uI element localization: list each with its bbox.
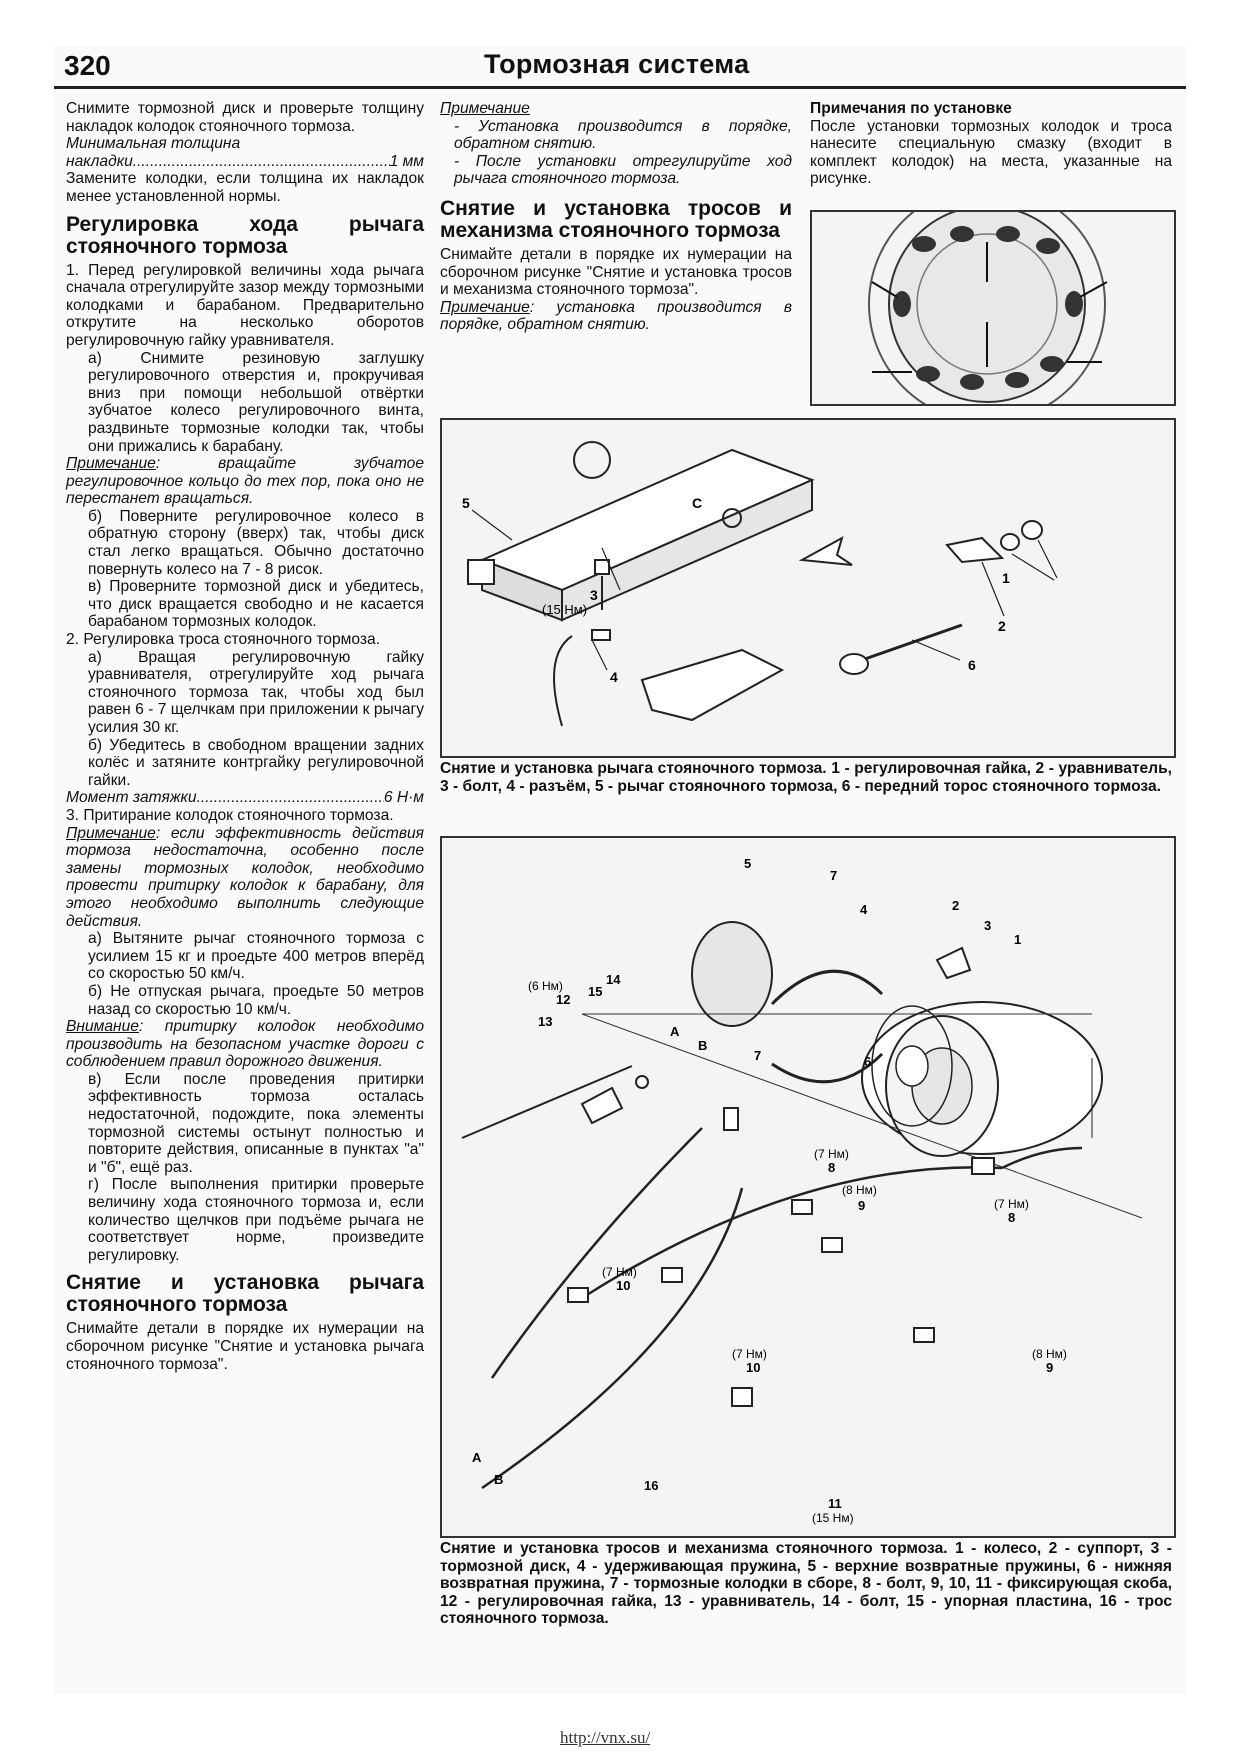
column-right bbox=[810, 100, 1172, 188]
fig2-label-7b: 7 bbox=[754, 1048, 762, 1063]
fig2-label-8b: 8 bbox=[1008, 1210, 1016, 1225]
fig1-label-3: 3 bbox=[590, 587, 598, 603]
fig2-label-10b: 10 bbox=[746, 1360, 761, 1375]
fig2-label-9b: 9 bbox=[1046, 1360, 1054, 1375]
step-1: 1. Перед регулировкой величины хода рычага сначала отрегулируйте зазор между тормозными колодками и барабаном. Предварительно открутите на несколько оборотов регулировочную гайку уравнивателя. bbox=[66, 261, 424, 349]
page-header bbox=[54, 46, 1186, 89]
fig2-torque-6: (6 Нм) bbox=[528, 979, 563, 993]
note-col2-b: - После установки отрегулируйте ход рычага стояночного тормоза. bbox=[454, 152, 792, 188]
note-col2-2-text: : установка производится в порядке, обратном снятию. bbox=[440, 298, 792, 334]
fig2-label-1: 1 bbox=[1014, 932, 1022, 947]
spec-label: Минимальная толщина bbox=[66, 135, 241, 153]
fig2-torque-7b: (7 Нм) bbox=[994, 1197, 1029, 1211]
fig2-label-7a: 7 bbox=[830, 868, 838, 883]
page-title: Тормозная система bbox=[484, 49, 750, 79]
warning-label: Внимание bbox=[66, 1018, 139, 1036]
replace-text: Замените колодки, если толщина их накладок менее установленной нормы. bbox=[66, 170, 424, 205]
note-1-label: Примечание bbox=[66, 455, 156, 473]
step-3a: а) Вытяните рычаг стояночного тормоза с усилием 15 кг и проедьте 400 метров вперёд со скоростью 50 км/ч. bbox=[88, 930, 424, 983]
fig2-label-a: A bbox=[670, 1024, 680, 1039]
fig2-label-6: 6 bbox=[864, 1054, 872, 1069]
note-col2-2-label: Примечание bbox=[440, 298, 530, 316]
step-3b: б) Не отпуская рычага, проедьте 50 метров назад со скоростью 10 км/ч. bbox=[88, 982, 424, 1018]
step-3d: г) После выполнения притирки проверьте величину хода стояночного тормоза и, если количество щелчков при подъёме рычага не соответствует норме, произведите регулировку. bbox=[88, 1176, 424, 1264]
fig2-torque-8b: (8 Нм) bbox=[1032, 1347, 1067, 1361]
fig2-label-10a: 10 bbox=[616, 1278, 631, 1293]
spec-row bbox=[66, 153, 424, 171]
fig2-torque-7a: (7 Нм) bbox=[814, 1147, 849, 1161]
note-1 bbox=[66, 455, 424, 508]
fig1-label-4: 4 bbox=[610, 669, 618, 685]
page-number: 320 bbox=[64, 50, 111, 81]
column-middle bbox=[440, 100, 792, 334]
fig2-label-15: 15 bbox=[588, 984, 603, 999]
note-2 bbox=[66, 825, 424, 931]
note-col2-2 bbox=[440, 299, 792, 334]
step-1c: в) Проверните тормозной диск и убедитесь, что диск вращается свободно и не касается барабаном тормозных колодок. bbox=[88, 578, 424, 631]
fig2-torque-7c: (7 Нм) bbox=[602, 1265, 637, 1279]
removal-text: Снимайте детали в порядке их нумерации на сборочном рисунке "Снятие и установка рычага стояночного тормоза". bbox=[66, 1320, 424, 1373]
fig1-label-2: 2 bbox=[998, 618, 1006, 634]
fig2-torque-8a: (8 Нм) bbox=[842, 1183, 877, 1197]
fig1-label-3-torque: (15 Нм) bbox=[542, 602, 588, 617]
fig2-label-12: 12 bbox=[556, 992, 571, 1007]
torque-label: Момент затяжки bbox=[66, 789, 197, 807]
fig1-label-c: C bbox=[692, 495, 703, 511]
step-2b: б) Убедитесь в свободном вращении задних колёс и затяните контргайку регулировочной гайки. bbox=[88, 736, 424, 789]
fig2-label-8a: 8 bbox=[828, 1160, 836, 1175]
fig2-label-2: 2 bbox=[952, 898, 960, 913]
spec-value: 1 мм bbox=[389, 152, 424, 170]
figure-cables-removal bbox=[440, 836, 1176, 1538]
cables-illustration bbox=[442, 838, 1174, 1536]
step-2a: а) Вращая регулировочную гайку уравнивателя, отрегулируйте ход рычага стояночного тормоза так, чтобы ход был равен 6 - 7 щелчкам при приложении к рычагу усилия 30 кг. bbox=[88, 648, 424, 736]
torque-value: 6 Н·м bbox=[383, 789, 424, 807]
fig2-label-11: 11 bbox=[828, 1496, 842, 1511]
column-left bbox=[66, 100, 424, 1373]
fig2-label-3: 3 bbox=[984, 918, 992, 933]
fig2-label-b: B bbox=[698, 1038, 708, 1053]
fig2-label-16: 16 bbox=[644, 1478, 659, 1493]
step-1b: б) Поверните регулировочное колесо в обратную сторону (вверх) так, чтобы диск стал легко вращаться. Обычно достаточно повернуть колесо на 7 - 8 рисок. bbox=[88, 507, 424, 578]
torque-row bbox=[66, 789, 424, 807]
fig2-torque-7d: (7 Нм) bbox=[732, 1347, 767, 1361]
note-col2-a: - Установка производится в порядке, обратном снятию. bbox=[454, 117, 792, 153]
lever-illustration bbox=[442, 420, 1174, 756]
warning bbox=[66, 1018, 424, 1071]
step-3: 3. Притирание колодок стояночного тормоза. bbox=[66, 806, 394, 824]
figure1-caption: Снятие и установка рычага стояночного тормоза. 1 - регулировочная гайка, 2 - уравниватель, 3 - болт, 4 - разъём, 5 - рычаг стояночного тормоза, 6 - передний торос стояночного тормоза. bbox=[440, 760, 1172, 795]
intro-text: Снимите тормозной диск и проверьте толщину накладок колодок стояночного тормоза. bbox=[66, 100, 424, 135]
section-heading-lever-removal: Снятие и установка рычага стояночного тормоза bbox=[66, 1271, 424, 1317]
footer-url[interactable]: http://vnx.su/ bbox=[560, 1728, 651, 1747]
fig1-label-1: 1 bbox=[1002, 570, 1010, 586]
step-1a: а) Снимите резиновую заглушку регулировочного отверстия и, прокручивая вниз при помощи небольшой отвёртки зубчатое колесо регулировочного винта, раздвиньте тормозные колодки так, чтобы они прижались к барабану. bbox=[88, 349, 424, 455]
cables-text: Снимайте детали в порядке их нумерации на сборочном рисунке "Снятие и установка тросов и механизма стояночного тормоза". bbox=[440, 245, 792, 299]
fig1-label-5: 5 bbox=[462, 495, 470, 511]
note-2-label: Примечание bbox=[66, 824, 156, 842]
fig2-label-14: 14 bbox=[606, 972, 621, 987]
install-notes-heading: Примечания по установке bbox=[810, 100, 1012, 117]
drum-illustration bbox=[812, 212, 1174, 404]
note-label-col2: Примечание bbox=[440, 100, 530, 117]
figure-lever-removal bbox=[440, 418, 1176, 758]
fig2-torque-15: (15 Нм) bbox=[812, 1511, 854, 1525]
note-2-text: : если эффективность действия тормоза недостаточна, особенно после замены тормозных колодок, необходимо провести притирку колодок к барабану, для этого необходимо выполнить следующие действия. bbox=[66, 824, 424, 930]
section-heading-cables: Снятие и установка тросов и механизма стояночного тормоза bbox=[440, 196, 792, 242]
install-notes-text: После установки тормозных колодок и троса нанесите специальную смазку (входит в комплект колодок) на места, указанные на рисунке. bbox=[810, 117, 1172, 188]
fig2-label-b2: B bbox=[494, 1472, 504, 1487]
fig2-label-4: 4 bbox=[860, 902, 868, 917]
fig2-label-a2: A bbox=[472, 1450, 482, 1465]
figure-drum-lubrication bbox=[810, 210, 1176, 406]
fig2-label-5: 5 bbox=[744, 856, 752, 871]
fig1-label-6: 6 bbox=[968, 657, 976, 673]
fig2-label-9a: 9 bbox=[858, 1198, 866, 1213]
fig2-label-13: 13 bbox=[538, 1014, 553, 1029]
warning-text: : притирку колодок необходимо производить на безопасном участке дороги с соблюдением правил дорожного движения. bbox=[66, 1018, 424, 1071]
spec-name: накладки bbox=[66, 152, 133, 170]
step-3c: в) Если после проведения притирки эффективность тормоза осталась недостаточной, подождите, пока элементы тормозной системы остынут полностью и повторите действия, описанные в пунктах "а" и "б", ещё раз. bbox=[88, 1070, 424, 1176]
note-1-text: : вращайте зубчатое регулировочное кольцо до тех пор, пока оно не перестанет вращаться. bbox=[66, 455, 424, 508]
figure2-caption: Снятие и установка тросов и механизма стояночного тормоза. 1 - колесо, 2 - суппорт, 3 - тормозной диск, 4 - удерживающая пружина, 5 - верхние возвратные пружины, 6 - нижняя возвратная пружина, 7 - тормозные колодки в сборе, 8 - болт, 9, 10, 11 - фиксирующая скоба, 12 - регулировочная гайка, 13 - уравниватель, 14 - болт, 15 - упорная пластина, 16 - трос стояночного тормоза. bbox=[440, 1540, 1172, 1628]
step-2: 2. Регулировка троса стояночного тормоза. bbox=[66, 631, 381, 649]
section-heading-lever-adjust: Регулировка хода рычага стояночного тормоза bbox=[66, 212, 424, 258]
